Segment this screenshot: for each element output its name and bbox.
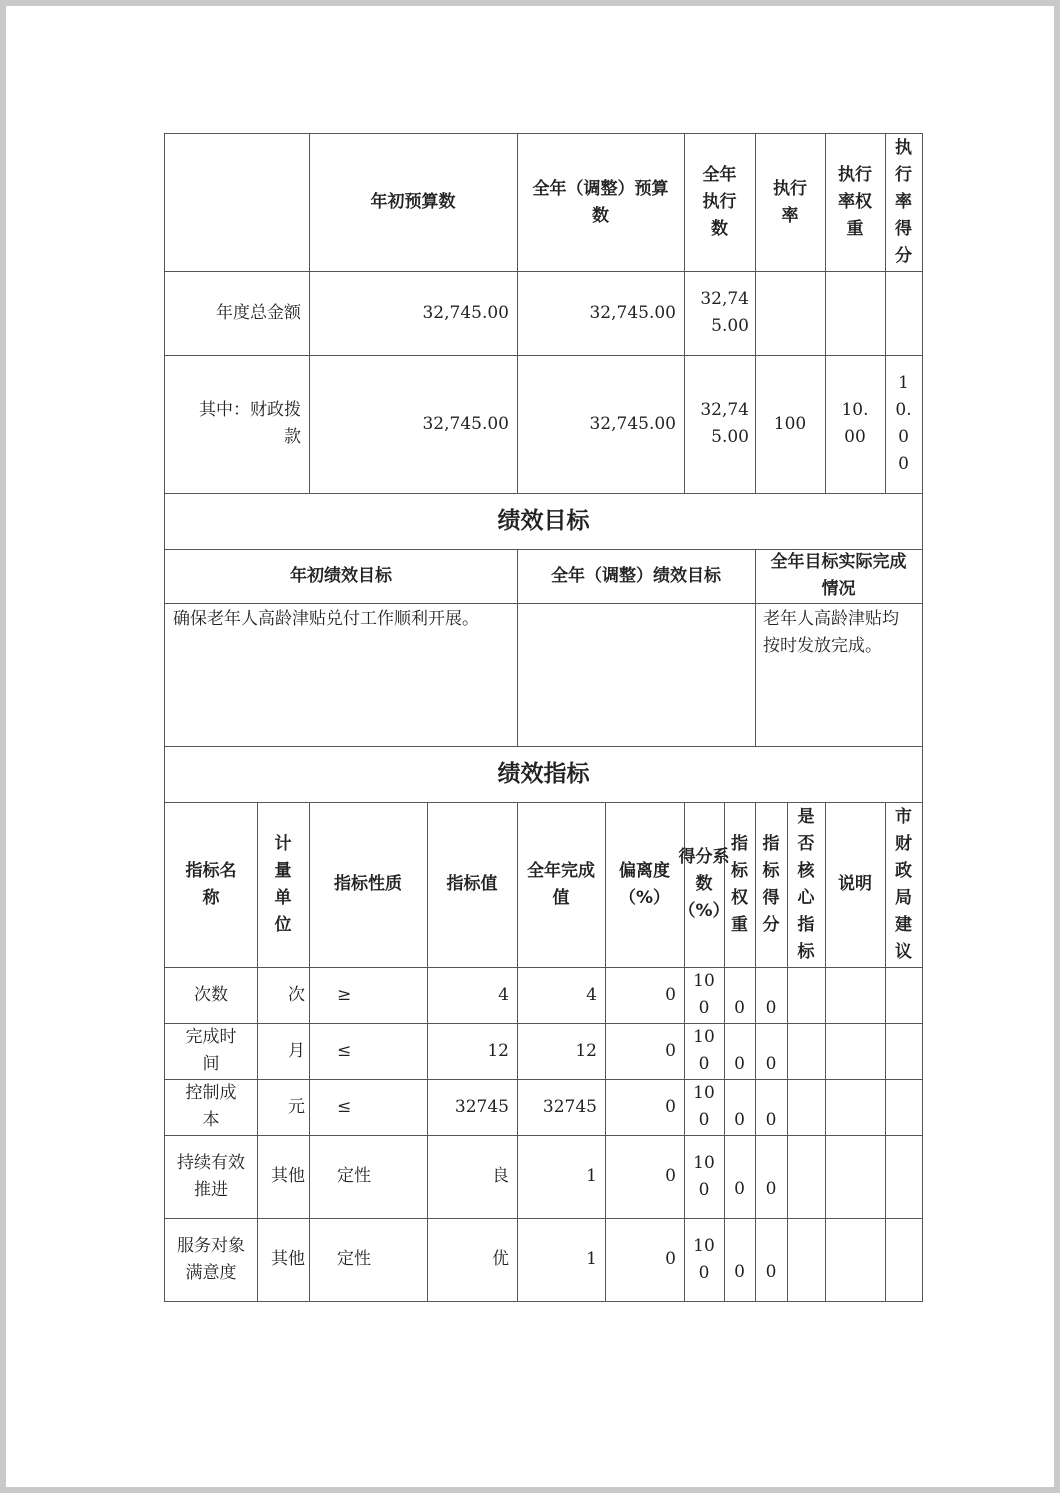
budget-row-score [885,271,923,356]
indicator-completed: 1 [517,1218,606,1302]
indicator-value: 32745 [427,1079,518,1136]
budget-row-executed: 32,745.00 [684,355,756,494]
indicator-core [787,1079,826,1136]
indicator-unit: 元 [257,1079,310,1136]
indicator-advice [885,1079,923,1136]
budget-header-score: 执行率得分 [885,133,923,272]
indicator-value: 4 [427,967,518,1024]
budget-row-label: 年度总金额 [164,271,310,356]
indicator-core [787,1023,826,1080]
indicator-advice [885,1135,923,1219]
budget-row-weight [825,271,886,356]
indicators-header-value: 指标值 [427,802,518,968]
indicator-note [825,1135,886,1219]
budget-row-weight: 10.00 [825,355,886,494]
document-page [6,6,1054,1487]
indicators-header-weight: 指标权重 [724,802,756,968]
goals-header-initial: 年初绩效目标 [164,549,518,604]
budget-row-label: 其中：财政拨款 [164,355,310,494]
goals-header-actual: 全年目标实际完成情况 [755,549,923,604]
budget-row-executed: 32,745.00 [684,271,756,356]
budget-header-rate: 执行率 [755,133,826,272]
budget-header-initial: 年初预算数 [309,133,518,272]
indicator-advice [885,967,923,1024]
goals-adjusted-text [517,603,756,747]
budget-row-rate [755,271,826,356]
budget-row-initial: 32,745.00 [309,355,518,494]
indicator-value: 优 [427,1218,518,1302]
indicator-completed: 12 [517,1023,606,1080]
indicator-nature: ≥ [309,967,428,1024]
goals-section-title: 绩效目标 [164,493,923,550]
indicator-coef: 100 [684,1218,725,1302]
indicator-value: 12 [427,1023,518,1080]
indicator-deviation: 0 [605,967,685,1024]
indicator-deviation: 0 [605,1135,685,1219]
indicator-unit: 次 [257,967,310,1024]
indicator-deviation: 0 [605,1079,685,1136]
budget-row-score: 10.00 [885,355,923,494]
budget-header-weight: 执行率权重 [825,133,886,272]
indicator-name: 次数 [164,967,258,1024]
indicator-deviation: 0 [605,1023,685,1080]
indicator-nature: ≤ [309,1079,428,1136]
indicators-header-nature: 指标性质 [309,802,428,968]
budget-row-rate: 100 [755,355,826,494]
indicators-header-score: 指标得分 [755,802,788,968]
indicators-header-name: 指标名称 [164,802,258,968]
indicator-completed: 32745 [517,1079,606,1136]
budget-row-initial: 32,745.00 [309,271,518,356]
indicator-name: 控制成本 [164,1079,258,1136]
indicator-note [825,1079,886,1136]
indicator-name: 完成时间 [164,1023,258,1080]
budget-header-blank [164,133,310,272]
indicators-header-deviation: 偏离度（%） [605,802,685,968]
indicator-unit: 其他 [257,1135,310,1219]
indicators-header-core: 是否核心指标 [787,802,826,968]
indicator-weight: 0 [724,1135,756,1219]
goals-header-adjusted: 全年（调整）绩效目标 [517,549,756,604]
indicator-weight: 0 [724,1079,756,1136]
indicator-coef: 100 [684,1135,725,1219]
indicator-advice [885,1023,923,1080]
budget-header-executed: 全年执行数 [684,133,756,272]
indicators-header-advice: 市财政局建议 [885,802,923,968]
indicator-value: 良 [427,1135,518,1219]
indicator-advice [885,1218,923,1302]
indicators-header-coef: 得分系数（%） [684,802,725,968]
indicator-unit: 月 [257,1023,310,1080]
indicator-score: 0 [755,967,788,1024]
indicator-nature: 定性 [309,1218,428,1302]
indicator-weight: 0 [724,967,756,1024]
indicator-score: 0 [755,1135,788,1219]
indicator-completed: 4 [517,967,606,1024]
indicator-note [825,1218,886,1302]
indicator-deviation: 0 [605,1218,685,1302]
indicator-core [787,1135,826,1219]
indicator-score: 0 [755,1218,788,1302]
budget-header-adjusted: 全年（调整）预算数 [517,133,685,272]
indicators-section-title: 绩效指标 [164,746,923,803]
indicator-score: 0 [755,1079,788,1136]
indicator-nature: 定性 [309,1135,428,1219]
budget-row-adjusted: 32,745.00 [517,355,685,494]
indicator-unit: 其他 [257,1218,310,1302]
indicator-note [825,967,886,1024]
indicator-core [787,967,826,1024]
indicator-nature: ≤ [309,1023,428,1080]
indicators-header-note: 说明 [825,802,886,968]
indicator-coef: 100 [684,967,725,1024]
indicators-header-unit: 计量单位 [257,802,310,968]
goals-initial-text: 确保老年人高龄津贴兑付工作顺利开展。 [164,603,518,747]
indicator-note [825,1023,886,1080]
indicator-weight: 0 [724,1023,756,1080]
indicator-name: 服务对象满意度 [164,1218,258,1302]
indicator-coef: 100 [684,1023,725,1080]
indicator-completed: 1 [517,1135,606,1219]
indicator-name: 持续有效推进 [164,1135,258,1219]
indicators-header-completed: 全年完成值 [517,802,606,968]
indicator-score: 0 [755,1023,788,1080]
indicator-core [787,1218,826,1302]
indicator-coef: 100 [684,1079,725,1136]
budget-row-adjusted: 32,745.00 [517,271,685,356]
indicator-weight: 0 [724,1218,756,1302]
goals-actual-text: 老年人高龄津贴均按时发放完成。 [755,603,923,747]
